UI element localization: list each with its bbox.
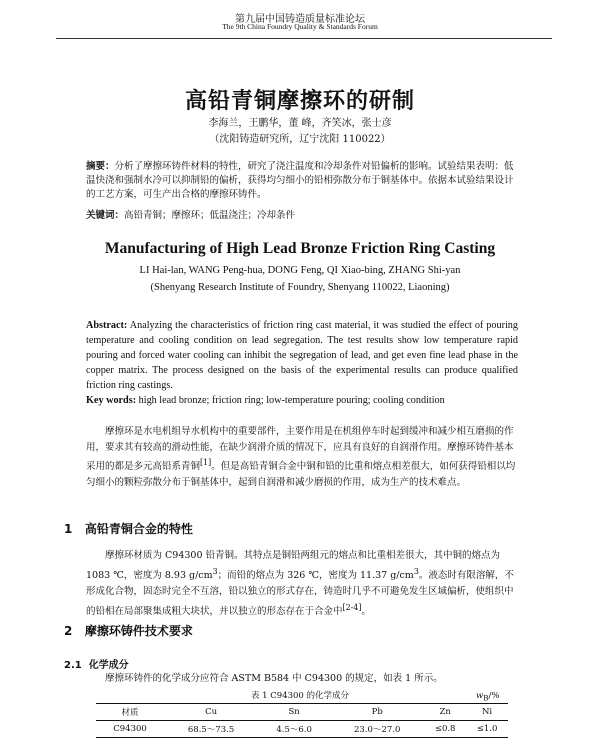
s1-text-a: 摩擦环材质为 C94300 铅青铜。其特点是铜铅两组元的熔点和比重相差很大，其中铜的熔点为 1083 ℃，密度为 8.93 g/cm [86,550,501,582]
intro-citation: [1] [200,458,212,467]
table-header-cell: Pb [371,707,383,717]
table-header-cell: 材质 [121,708,139,718]
s1-text-d: 。 [361,606,371,618]
keywords-en [86,394,518,408]
s1-text-c: 。液态时有限溶解，不形成化合物，固态时完全不互溶，铅以独立的形式存在，铸造时几乎不可避免发生区域偏析，使组织中的铅相在局部聚集成粗大块状，并以独立的形态存在于合金中 [86,570,514,618]
table-header-cell: Cu [205,707,218,717]
abstract-cn [86,160,518,202]
table-cell: 4.5～6.0 [276,725,312,735]
table-cell: ≤1.0 [476,724,498,734]
table-header-cell: Sn [288,707,300,717]
authors-cn: 李海兰，王鹏华，董 峰，齐笑冰，张士彦 [208,118,392,129]
s1-sup-a: 3 [212,567,218,576]
s1-text-b: ；而铅的熔点为 326 ℃，密度为 11.37 g/cm [217,570,414,582]
s1-sup-b: 3 [413,567,419,576]
s1-citation: [2-4] [342,603,362,613]
section-2-heading [64,622,193,639]
table-cell: ≤0.8 [434,724,456,734]
subsection-2-1-number: 2.1 [64,660,82,671]
table-header-cell: Zn [439,707,451,717]
forum-header-en: The 9th China Foundry Quality & Standards Forum [222,22,378,31]
abstract-en-text: Analyzing the characteristics of friction ring cast material, it was studied the effect of pouring temperature and cooling condition on lead segregation. The test results show low temperature rapid pouring and forced water cooling can inhibit the segregation of lead, and get even fine lead phase in the copper matrix. The process designed on the basis of the experimental results can produce qualified friction ring castings. [86,320,518,391]
intro-text-a: 摩擦环是水电机组导水机构中的重要部件，主要作用是在机组停车时起到缓冲和减少相互磨损的作用，要求其有较高的滑动性能，在缺少润滑介质的情况下，应具有良好的自润滑作用。摩擦环铸件基本采用的都是多元高铅系青铜 [86,426,514,473]
header-rule [56,38,552,39]
abstract-cn-label: 摘要： [86,161,115,172]
keywords-en-text: high lead bronze; friction ring; low-temperature pouring; cooling condition [138,395,445,406]
section-2-paragraph: 摩擦环铸件的化学成分应符合 ASTM B584 中 C94300 的规定，如表 1 所示。 [105,673,443,684]
table-row [96,721,508,738]
paper-title-en: Manufacturing of High Lead Bronze Friction Ring Casting [104,240,496,257]
table-1-caption: 表 1 C94300 的化学成分 [250,691,350,701]
affiliation-cn: （沈阳铸造研究所，辽宁沈阳 110022） [209,134,391,145]
section-2-title: 摩擦环铸件技术要求 [84,624,193,638]
table-1-unit-subscript: B [483,693,489,703]
subsection-2-1-title: 化学成分 [88,660,129,671]
intro-text-b: 。但是高铅青铜合金中铜和铅的比重和熔点相差很大，如何获得铅相以均匀细小的颗粒弥散分布于铜基体中，起到自润滑和减少磨损的作用，成为生产的技术难点。 [86,461,516,488]
keywords-cn-text: 高铅青铜；摩擦环；低温浇注；冷却条件 [124,210,296,221]
affiliation-en: (Shenyang Research Institute of Foundry, Shenyang 110022, Liaoning) [150,282,450,293]
table-1-unit-rest: /% [488,691,500,701]
subsection-2-1-heading [64,656,129,671]
table-header-row [96,704,508,721]
section-1-heading [64,520,193,537]
paper-title-cn: 高铅青铜摩擦环的研制 [184,89,415,114]
table-cell: C94300 [113,724,147,734]
table-cell: 23.0～27.0 [354,725,401,735]
keywords-cn-label: 关键词： [86,210,125,221]
table-1-unit [476,691,499,703]
table-1 [96,703,508,738]
abstract-en [86,318,518,393]
table-header-cell: Ni [481,707,493,717]
forum-header-cn: 第九届中国铸造质量标准论坛 [235,14,365,25]
abstract-en-label: Abstract: [86,320,128,331]
section-1-number: 1 [64,522,73,536]
keywords-cn [86,209,518,223]
table-cell: 68.5～73.5 [187,725,235,735]
table-1-unit-symbol: w [476,691,484,701]
abstract-cn-text: 分析了摩擦环铸件材料的特性，研究了浇注温度和冷却条件对铅偏析的影响。试验结果表明：低温快浇和强制水冷可以抑制铅的偏析，获得均匀细小的铅相弥散分布于铜基体中。依据本试验结果设计的工艺方案，可生产出合格的摩擦环铸件。 [86,161,514,200]
keywords-en-label: Key words: [86,395,137,406]
section-2-number: 2 [64,624,73,638]
intro-paragraph [86,424,518,490]
section-1-paragraph [86,548,518,620]
section-1-title: 高铅青铜合金的特性 [84,522,193,536]
authors-en: LI Hai-lan, WANG Peng-hua, DONG Feng, QI Xiao-bing, ZHANG Shi-yan [139,265,461,276]
